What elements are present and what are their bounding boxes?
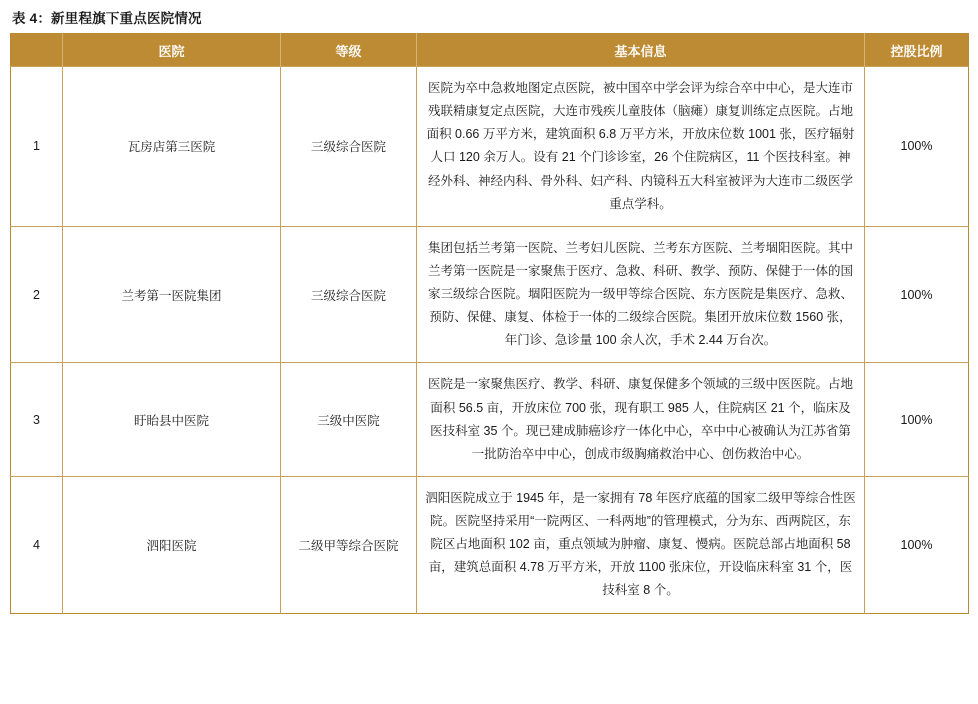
- table-row: [11, 67, 969, 227]
- column-header-level: 等级: [281, 34, 417, 67]
- cell-info: 医院是一家聚焦医疗、教学、科研、康复保健多个领域的三级中医医院。占地面积 56.5 亩，开放床位 700 张，现有职工 985 人，住院病区 21 个，临床及医技科室 35 个。现已建成肺癌诊疗一体化中心，卒中中心被确认为江苏省第一批防治卒中中心，创成市级胸痛救治中心、创伤救治中心。: [417, 363, 865, 477]
- table-caption: 表 4：新里程旗下重点医院情况: [12, 11, 202, 26]
- cell-share: 100%: [865, 363, 969, 477]
- table-row: [11, 476, 969, 613]
- cell-info: 集团包括兰考第一医院、兰考妇儿医院、兰考东方医院、兰考堌阳医院。其中兰考第一医院是一家聚焦于医疗、急救、科研、教学、预防、保健于一体的国家三级综合医院。堌阳医院为一级甲等综合医院、东方医院是集医疗、急救、预防、保健、康复、体检于一体的二级综合医院。集团开放床位数 1560 张，年门诊、急诊量 100 余人次，手术 2.44 万台次。: [417, 226, 865, 363]
- cell-share: 100%: [865, 226, 969, 363]
- column-header-hospital: 医院: [63, 34, 281, 67]
- hospital-table: [10, 33, 969, 614]
- cell-index: 1: [11, 67, 63, 227]
- cell-share: 100%: [865, 476, 969, 613]
- cell-hospital: 泗阳医院: [63, 476, 281, 613]
- cell-hospital: 瓦房店第三医院: [63, 67, 281, 227]
- table-row: [11, 363, 969, 477]
- table-body: [11, 67, 969, 614]
- column-header-share: 控股比例: [865, 34, 969, 67]
- cell-info: 医院为卒中急救地图定点医院，被中国卒中学会评为综合卒中中心，是大连市残联精康复定点医院，大连市残疾儿童肢体（脑瘫）康复训练定点医院。占地面积 0.66 万平方米，建筑面积 6.8 万平方米，开放床位数 1001 张，医疗辐射人口 120 余万人。设有 21 个门诊诊室，26 个住院病区，11 个医技科室。神经外科、神经内科、骨外科、妇产科、内镜科五大科室被评为大连市二级医学重点学科。: [417, 67, 865, 227]
- cell-level: 三级综合医院: [281, 67, 417, 227]
- table-row: [11, 226, 969, 363]
- cell-index: 4: [11, 476, 63, 613]
- cell-hospital: 盱眙县中医院: [63, 363, 281, 477]
- column-header-info: 基本信息: [417, 34, 865, 67]
- table-header-row: [11, 34, 969, 67]
- cell-share: 100%: [865, 67, 969, 227]
- cell-index: 2: [11, 226, 63, 363]
- cell-hospital: 兰考第一医院集团: [63, 226, 281, 363]
- cell-level: 三级中医院: [281, 363, 417, 477]
- cell-level: 二级甲等综合医院: [281, 476, 417, 613]
- cell-level: 三级综合医院: [281, 226, 417, 363]
- cell-index: 3: [11, 363, 63, 477]
- cell-info: 泗阳医院成立于 1945 年，是一家拥有 78 年医疗底蕴的国家二级甲等综合性医院。医院坚持采用“一院两区、一科两地”的管理模式，分为东、西两院区，东院区占地面积 102 亩，重点领域为肿瘤、康复、慢病。医院总部占地面积 58 亩，建筑总面积 4.78 万平方米，开放 1100 张床位，开设临床科室 31 个，医技科室 8 个。: [417, 476, 865, 613]
- column-header-index: [11, 34, 63, 67]
- table-header: [11, 34, 969, 67]
